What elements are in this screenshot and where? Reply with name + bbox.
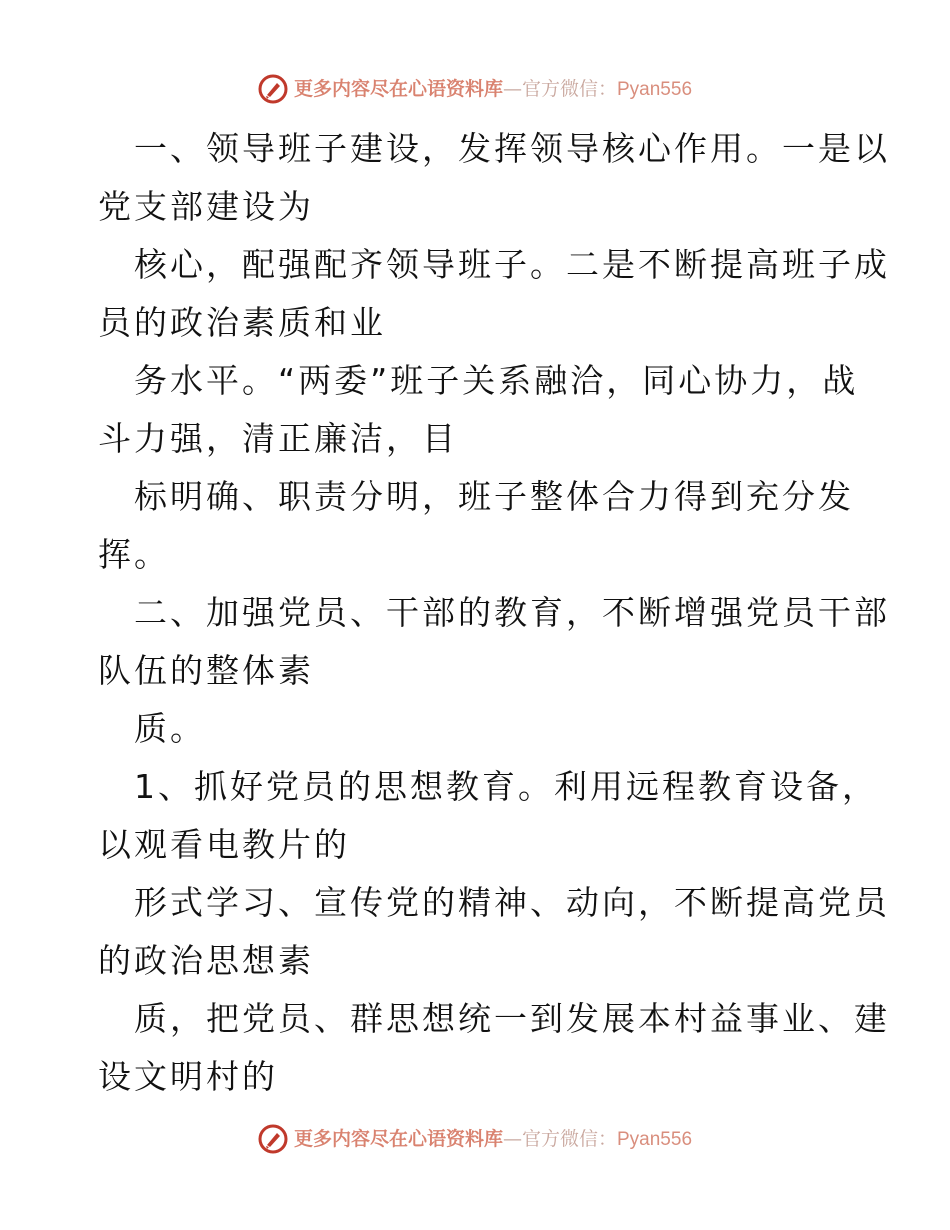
watermark-brand: 更多内容尽在心语资料库 (293, 77, 503, 100)
watermark-wechat-label: 官方微信： (521, 77, 617, 100)
watermark-text (294, 74, 692, 105)
body-line: 一、领导班子建设，发挥领导核心作用。一是以 (134, 129, 890, 168)
body-line: 党支部建设为 (98, 187, 314, 226)
header-watermark (0, 74, 950, 104)
body-line: 质。 (134, 709, 206, 748)
body-line: 队伍的整体素 (98, 651, 314, 690)
body-line: 务水平。“两委”班子关系融洽，同心协力，战 (134, 361, 859, 400)
watermark-dash: — (502, 1127, 522, 1150)
body-line: 核心，配强配齐领导班子。二是不断提高班子成 (134, 245, 890, 284)
pen-seal-icon (258, 1124, 288, 1154)
pen-seal-icon (258, 74, 288, 104)
watermark-wechat-label: 官方微信： (521, 1127, 617, 1150)
footer-watermark (0, 1124, 950, 1154)
watermark-dash: — (502, 77, 522, 100)
body-line: 以观看电教片的 (98, 825, 350, 864)
watermark-brand: 更多内容尽在心语资料库 (293, 1127, 503, 1150)
watermark-wechat-id: Pyan556 (617, 78, 693, 100)
body-line: 质，把党员、群思想统一到发展本村益事业、建 (134, 999, 890, 1038)
body-line: 员的政治素质和业 (98, 303, 386, 342)
watermark-wechat-id: Pyan556 (617, 1128, 693, 1150)
body-line: 1、抓好党员的思想教育。利用远程教育设备， (134, 767, 878, 806)
body-line: 的政治思想素 (98, 941, 314, 980)
body-line: 标明确、职责分明，班子整体合力得到充分发 (134, 477, 854, 516)
body-line: 挥。 (98, 535, 170, 574)
body-line: 设文明村的 (98, 1057, 278, 1096)
watermark-text (294, 1124, 692, 1155)
body-line: 斗力强，清正廉洁，目 (98, 419, 458, 458)
body-line: 形式学习、宣传党的精神、动向，不断提高党员 (134, 883, 890, 922)
body-line: 二、加强党员、干部的教育，不断增强党员干部 (134, 593, 890, 632)
